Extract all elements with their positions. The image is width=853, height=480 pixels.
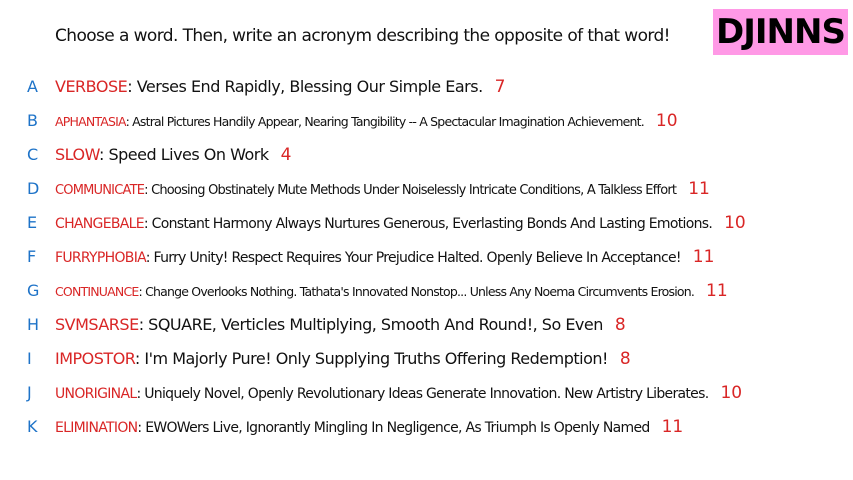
answer-entry-e[interactable] [0,206,853,240]
entry-content [55,206,746,241]
entry-score: 11 [661,417,684,437]
entry-word: ELIMINATION [55,420,138,436]
entry-score: 11 [692,247,715,267]
entry-word: SLOW [55,145,99,164]
entry-acronym: Constant Harmony Always Nurtures Generous, Everlasting Bonds And Lasting Emotions. [151,216,713,232]
entry-word: SVMSARSE [55,315,139,334]
answer-entry-h[interactable] [0,308,853,342]
entry-score: 10 [655,111,678,131]
entry-colon: : [138,315,149,334]
answer-list [0,70,853,444]
entry-letter: G [27,281,39,300]
entry-letter: J [27,383,32,402]
entry-colon: : [144,183,152,198]
entry-content [55,104,678,139]
entry-score: 11 [706,281,728,301]
entry-acronym: Choosing Obstinately Mute Methods Under Noiselessly Intricate Conditions, A Talkless Effort [151,183,677,198]
entry-score: 8 [619,349,631,369]
entry-score: 4 [280,145,292,165]
entry-letter: D [27,179,39,198]
entry-score: 11 [688,179,710,199]
entry-letter: I [27,349,32,368]
entry-colon: : [134,349,145,368]
entry-acronym: SQUARE, Verticles Multiplying, Smooth And Round!, So Even [148,315,603,334]
entry-word: CONTINUANCE [55,284,139,299]
entry-word: COMMUNICATE [55,183,145,198]
entry-word: FURRYPHOBIA [55,250,146,266]
entry-colon: : [125,114,133,129]
entry-colon: : [137,420,146,436]
entry-word: UNORIGINAL [55,386,137,402]
answer-entry-g[interactable] [0,274,853,308]
entry-colon: : [138,284,146,299]
entry-content [55,376,742,411]
answer-entry-b[interactable] [0,104,853,138]
entry-colon: : [127,77,137,96]
entry-score: 7 [494,77,506,97]
answer-entry-j[interactable] [0,376,853,410]
entry-acronym: Uniquely Novel, Openly Revolutionary Ideas Generate Innovation. New Artistry Liberates. [144,386,709,402]
entry-colon: : [145,250,154,266]
entry-colon: : [136,386,145,402]
entry-letter: C [27,145,38,164]
entry-acronym: Verses End Rapidly, Blessing Our Simple Ears. [136,77,483,96]
answer-entry-c[interactable] [0,138,853,172]
entry-letter: F [27,247,36,266]
entry-colon: : [98,145,109,164]
entry-word: APHANTASIA [55,114,126,129]
entry-score: 8 [614,315,626,335]
entry-word: VERBOSE [55,77,128,96]
answer-entry-i[interactable] [0,342,853,376]
entry-acronym: I'm Majorly Pure! Only Supplying Truths Offering Redemption! [144,349,608,368]
entry-letter: B [27,111,38,130]
entry-content [55,240,714,275]
entry-acronym: Change Overlooks Nothing. Tathata's Innovated Nonstop... Unless Any Noema Circumvents Erosion. [145,284,695,299]
entry-content [55,138,291,172]
entry-score: 10 [724,213,746,233]
entry-word: CHANGEBALE [55,216,144,232]
team-name-badge: DJINNS [713,9,848,55]
entry-score: 10 [720,383,743,403]
entry-letter: A [27,77,38,96]
entry-content [55,308,626,342]
entry-content [55,172,710,208]
answer-entry-d[interactable] [0,172,853,206]
answer-entry-f[interactable] [0,240,853,274]
answer-entry-a[interactable] [0,70,853,104]
entry-acronym: Speed Lives On Work [108,145,269,164]
instructions-text: Choose a word. Then, write an acronym describing the opposite of that word! [55,26,670,46]
entry-content [55,342,631,376]
entry-content [55,410,683,445]
entry-letter: H [27,315,39,334]
entry-acronym: Furry Unity! Respect Requires Your Prejudice Halted. Openly Believe In Acceptance! [153,250,681,266]
entry-content [55,274,728,309]
entry-acronym: EWOWers Live, Ignorantly Mingling In Negligence, As Triumph Is Openly Named [145,420,650,436]
entry-content [55,70,505,104]
entry-colon: : [143,216,152,232]
entry-letter: E [27,213,37,232]
entry-word: IMPOSTOR [55,349,135,368]
entry-acronym: Astral Pictures Handily Appear, Nearing Tangibility -- A Spectacular Imagination Achievement. [132,114,644,129]
answer-entry-k[interactable] [0,410,853,444]
entry-letter: K [27,417,37,436]
